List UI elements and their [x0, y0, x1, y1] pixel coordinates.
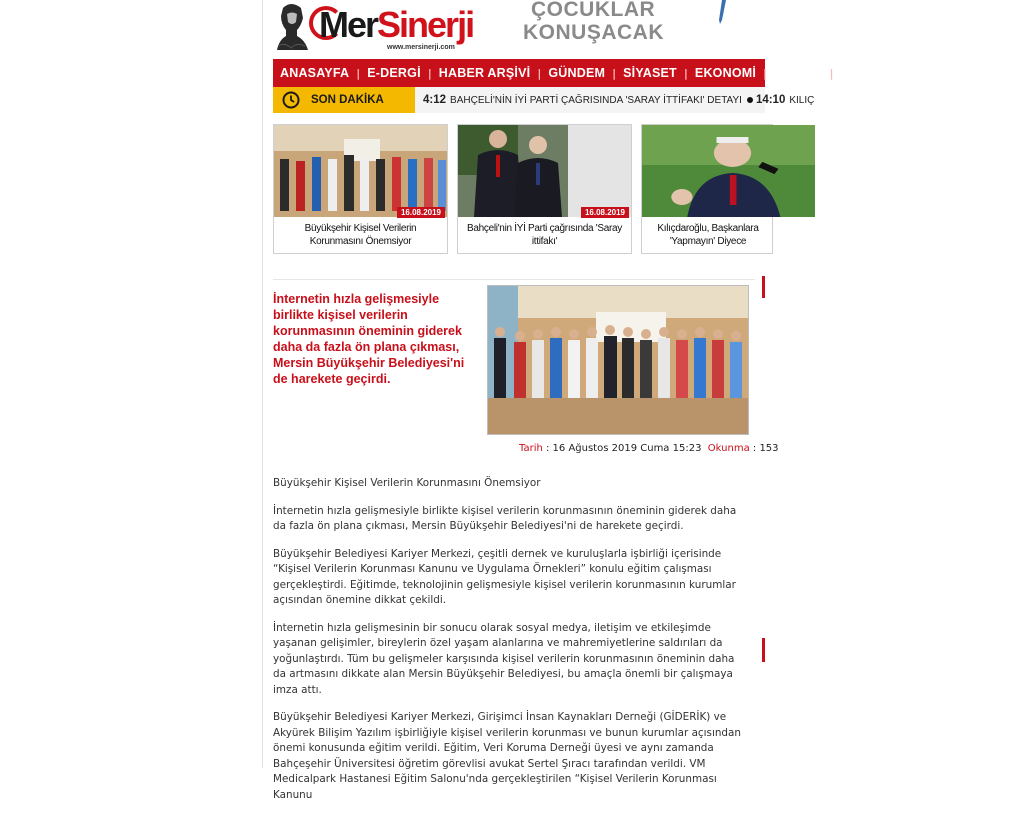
card-title: Büyükşehir Kişisel Verilerin Korunmasını Önemsiyor: [304, 223, 417, 247]
nav-separator: |: [612, 66, 617, 80]
article-meta: Tarih : 16 Ağustos 2019 Cuma 15:23 Okunma : 153: [519, 443, 779, 454]
nav-item-ekonomi[interactable]: EKONOMİ: [694, 66, 757, 80]
breaking-news-label-text: SON DAKİKA: [311, 94, 384, 106]
article-paragraph: Büyükşehir Belediyesi Kariyer Merkezi, çeşitli dernek ve kuruluşlarla işbirliği içerisinde “Kişisel Verilerin Korunması Kanunu ve Uygulama Örnekleri” konulu eğitim çalışması gerçekleştirdi. Eğitimde, teknolojinin gelişmesiyle kişisel verilerin korunmasının kurumlar açısından önemine dikkat çekildi.: [273, 547, 736, 606]
article-paragraph: İnternetin hızla gelişmesinin bir sonucu olarak sosyal medya, iletişim ve etkileşimde yaşanan gelişimler, bireylerin özel yaşam alanlarına ve mahremiyetlerine saldırıları da yoğunlaştırdı. Tüm bu gelişmeler karşısında kişisel verilerin korunmasının öneminin daha da artmasını dikkate alan Mersin Büyükşehir Belediyesi, bu amaçla önemli bir çalışmaya imza attı.: [273, 621, 735, 696]
clock-icon: [282, 91, 300, 109]
logo-url: www.mersinerji.com: [387, 44, 455, 51]
card-photo-politicians: [458, 125, 631, 217]
date-value: 16 Ağustos 2019 Cuma 15:23: [552, 443, 702, 454]
page: [262, 0, 863, 801]
headline-card[interactable]: [273, 124, 448, 254]
breaking-ticker: [423, 87, 814, 114]
date-label: Tarih: [519, 443, 543, 454]
nav-item-edergi[interactable]: E-DERGİ: [367, 66, 421, 80]
header-ad-banner[interactable]: [515, 0, 715, 50]
ticker-bullet-icon: [747, 97, 753, 103]
headline-cards: [273, 124, 765, 254]
card-photo-speaker: [642, 125, 815, 217]
nav-item-haber-arsivi[interactable]: HABER ARŞİVİ: [438, 66, 531, 80]
article-paragraph: İnternetin hızla gelişmesiyle birlikte kişisel verilerin korunmasının öneminin giderek daha da fazla ön plana çıkması, Mersin Büyükşehir Belediyesi'ni de harekete geçirdi.: [273, 504, 737, 532]
article-lead: İnternetin hızla gelişmesiyle birlikte kişisel verilerin korunmasının öneminin giderek daha da fazla ön plana çıkması, Mersin Büyükşehir Belediyesi'ni de harekete geçirdi.: [273, 292, 465, 386]
logo-text-mer: Mer: [319, 4, 378, 45]
section-divider: [273, 279, 755, 280]
nav-separator: |: [537, 66, 542, 80]
card-photo-group: [274, 125, 447, 217]
nav-separator: |: [356, 66, 361, 80]
ticker-item[interactable]: [756, 95, 814, 106]
headline-card[interactable]: [457, 124, 632, 254]
ticker-time: 14:10: [755, 94, 786, 106]
headline-card[interactable]: [641, 124, 773, 254]
article-paragraph: Büyükşehir Belediyesi Kariyer Merkezi, Girişimci İnsan Kaynakları Derneği (GİDERİK) ve Akyürek Bilişim Yazılım işbirliğiyle kişisel verilerin korunması ve bunun kurumlar açısından önemi konusunda eğitim verildi. Eğitim, Veri Koruma Derneği üyesi ve aynı zamanda Bahçeşehir Üniversitesi öğretim görevlisi avukat Sertel Şıracı tarafından verildi. VM Medicalpark Hastanesi Eğitim Salonu'nda gerçekleştirilen “Kişisel Verilerin Korunması Kanunu: [273, 711, 741, 801]
article-paragraph: Büyükşehir Kişisel Verilerin Korunmasını Önemsiyor: [273, 477, 541, 489]
card-title: Bahçeli'nin İYİ Parti çağrısında 'Saray ittifakı': [467, 223, 622, 247]
ad-line-1: ÇOCUKLAR: [531, 0, 656, 21]
reads-value: 153: [759, 443, 779, 454]
nav-separator: |: [427, 66, 432, 80]
nav-separator: |: [763, 66, 768, 80]
pen-icon: [713, 0, 727, 24]
site-logo[interactable]: [309, 2, 489, 52]
ad-line-2: KONUŞACAK: [523, 21, 664, 44]
nav-separator: |: [829, 66, 834, 80]
nav-separator: |: [683, 66, 688, 80]
card-title: Kılıçdaroğlu, Başkanlara 'Yapmayın' Diyece: [657, 223, 759, 247]
sidebar-edge-accent: [762, 276, 765, 298]
ticker-text: KILIÇ: [789, 95, 815, 106]
ticker-item[interactable]: [423, 95, 742, 106]
reads-label: Okunma: [707, 443, 750, 454]
nav-item-siyaset[interactable]: SİYASET: [623, 66, 677, 80]
site-header: [263, 0, 765, 58]
ticker-time: 4:12: [423, 94, 447, 106]
nav-item-gundem[interactable]: GÜNDEM: [548, 66, 606, 80]
main-nav: [273, 59, 863, 87]
breaking-news-bar: [273, 87, 815, 113]
nav-item-egitim[interactable]: EĞİ: [840, 66, 863, 80]
ticker-text: BAHÇELİ'NİN İYİ PARTİ ÇAĞRISINDA 'SARAY İTTİFAKI' DETAYI: [450, 95, 742, 106]
ataturk-portrait-icon: [275, 2, 309, 50]
nav-item-anasayfa[interactable]: ANASAYFA: [280, 66, 350, 80]
card-date: 16.08.2019: [581, 207, 629, 218]
nav-item-saglik[interactable]: SAĞLIK: [774, 66, 823, 80]
breaking-news-label: [273, 87, 415, 113]
article-body: [273, 476, 749, 815]
card-date: 16.08.2019: [397, 207, 445, 218]
article-main-photo: [487, 285, 749, 435]
sidebar-edge-accent: [762, 638, 765, 662]
logo-text-sinerji: Sinerji: [377, 4, 474, 45]
